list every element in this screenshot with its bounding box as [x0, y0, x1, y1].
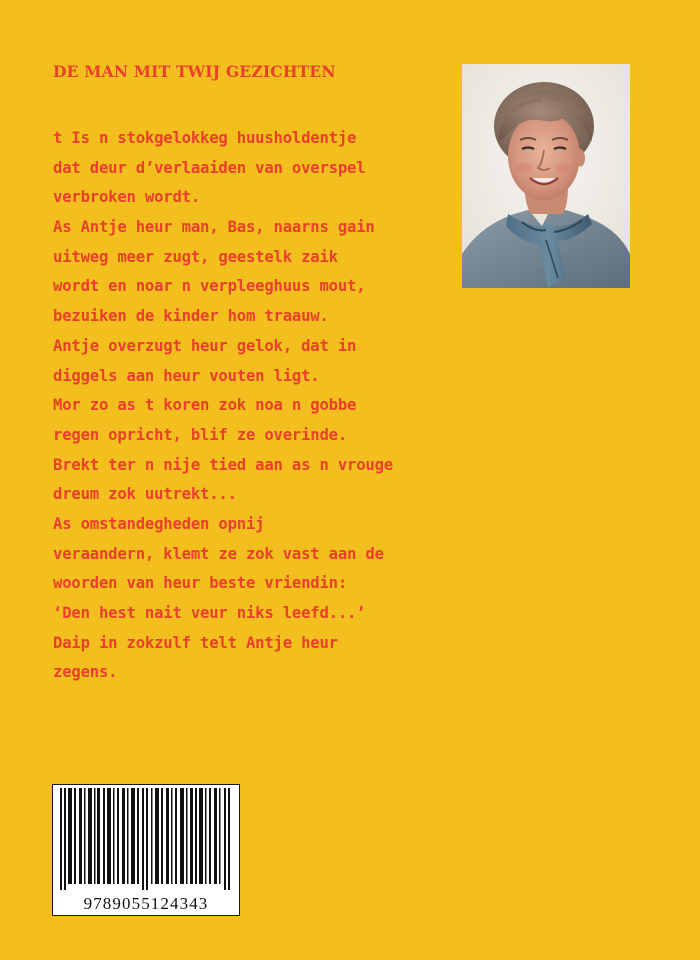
blurb-line: Mor zo as t koren zok noa n gobbe	[53, 396, 357, 415]
barcode-icon	[56, 788, 236, 890]
blurb-line: wordt en noar n verpleeghuus mout,	[53, 277, 366, 296]
blurb-line: dreum zok uutrekt...	[53, 485, 237, 504]
book-title: DE MAN MIT TWIJ GEZICHTEN	[53, 62, 336, 81]
blurb-line: diggels aan heur vouten ligt.	[53, 366, 320, 385]
blurb-line: verbroken wordt.	[53, 188, 201, 207]
blurb-line: Antje overzugt heur gelok, dat in	[53, 336, 357, 355]
blurb-line: veraandern, klemt ze zok vast aan de	[53, 544, 384, 563]
blurb-line: Brekt ter n nije tied aan as n vrouge	[53, 455, 393, 474]
isbn-barcode	[52, 784, 240, 916]
blurb-line: As Antje heur man, Bas, naarns gain	[53, 218, 375, 237]
blurb-line: woorden van heur beste vriendin:	[53, 574, 348, 593]
author-portrait-image	[462, 64, 630, 288]
author-photo	[462, 64, 630, 288]
blurb-line: ‘Den hest nait veur niks leefd...’	[53, 604, 366, 622]
blurb-line: As omstandegheden opnij	[53, 514, 265, 533]
blurb-line: Daip in zokzulf telt Antje heur	[53, 633, 338, 652]
blurb-line: dat deur d’verlaaiden van overspel	[53, 158, 366, 177]
blurb-text	[53, 124, 473, 688]
isbn-number: 9789055124343	[83, 894, 209, 913]
blurb-line: regen opricht, blif ze overinde.	[53, 425, 348, 444]
blurb-line: zegens.	[53, 663, 118, 682]
blurb-line: t Is n stokgelokkeg huusholdentje	[53, 129, 357, 147]
blurb-line: bezuiken de kinder hom traauw.	[53, 307, 329, 326]
blurb-line: uitweg meer zugt, geestelk zaik	[53, 247, 338, 266]
